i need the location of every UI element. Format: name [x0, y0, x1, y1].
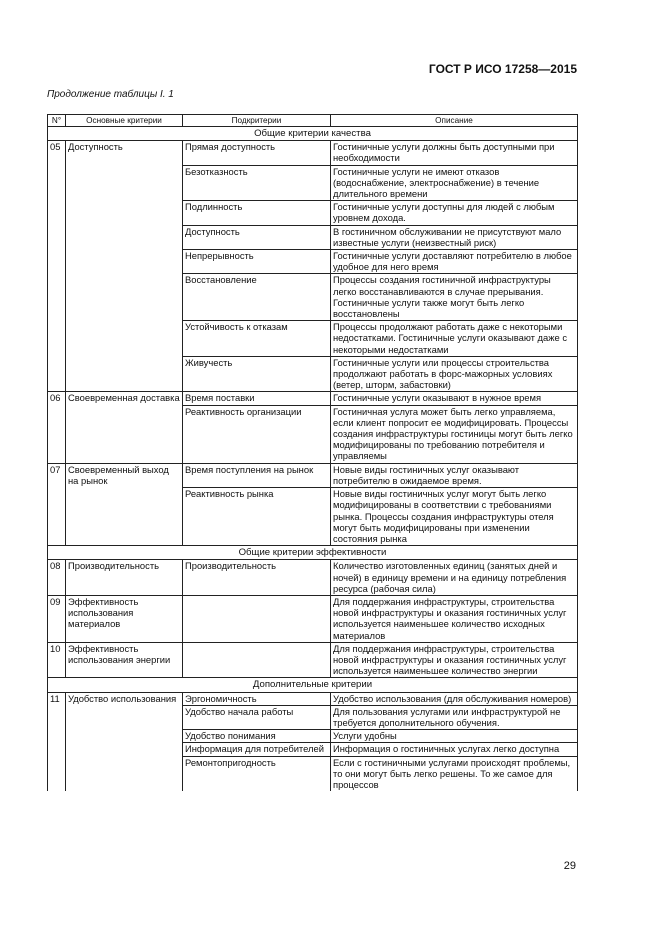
table-continuation-caption: Продолжение таблицы I. 1	[47, 89, 174, 100]
criterion-number: 08	[48, 560, 66, 596]
sub-criterion: Непрерывность	[183, 250, 331, 274]
section-row	[48, 127, 578, 141]
sub-criterion: Информация для потребителей	[183, 743, 331, 756]
criterion-description: Удобство использования (для обслуживания номеров)	[331, 692, 578, 705]
criterion-description: Для пользования услугами или инфраструктурой не требуется дополнительного обучения.	[331, 705, 578, 729]
sub-criterion: Время поступления на рынок	[183, 463, 331, 487]
main-criterion: Производительность	[66, 560, 183, 596]
criterion-description: Гостиничная услуга может быть легко управляема, если клиент попросит ее модифицировать. Процессы создания инфраструктуры гостиницы могут быть легко модифицированы по требованию потребителя и управляемы	[331, 405, 578, 463]
sub-criterion: Реактивность организации	[183, 405, 331, 463]
sub-criterion: Ремонтопригодность	[183, 756, 331, 791]
table-row	[48, 560, 578, 596]
table-row	[48, 392, 578, 405]
criterion-description: Для поддержания инфраструктуры, строительства новой инфраструктуры и оказания гостиничных услуг используется наименьшее количество исходных материалов	[331, 595, 578, 642]
criteria-table	[47, 114, 578, 791]
table-row	[48, 141, 578, 165]
criterion-description: Новые виды гостиничных услуг могут быть легко модифицированы в соответствии с требованиями рынка. Процессы создания инфраструктуры отеля могут быть модифицированы при изменении состояния рынка	[331, 488, 578, 546]
sub-criterion: Живучесть	[183, 356, 331, 392]
table-row	[48, 642, 578, 678]
standard-title: ГОСТ Р ИСО 17258—2015	[428, 62, 577, 76]
table-row	[48, 595, 578, 642]
criterion-number: 05	[48, 141, 66, 392]
main-criterion: Удобство использования	[66, 692, 183, 791]
criterion-number: 09	[48, 595, 66, 642]
criterion-description: В гостиничном обслуживании не присутствуют мало известные услуги (неизвестный риск)	[331, 225, 578, 249]
main-criterion: Своевременная доставка	[66, 392, 183, 463]
main-criterion: Доступность	[66, 141, 183, 392]
sub-criterion: Подлинность	[183, 201, 331, 225]
criterion-number: 07	[48, 463, 66, 545]
section-title: Общие критерии эффективности	[48, 546, 578, 560]
sub-criterion: Эргономичность	[183, 692, 331, 705]
criterion-description: Гостиничные услуги не имеют отказов (водоснабжение, электроснабжение) в течение длительного времени	[331, 165, 578, 201]
criterion-description: Гостиничные услуги доставляют потребителю в любое удобное для него время	[331, 250, 578, 274]
criterion-description: Процессы создания гостиничной инфраструктуры легко восстанавливаются в случае прерывания. Гостиничные услуги также могут быть легко восстановлены	[331, 274, 578, 321]
sub-criterion: Восстановление	[183, 274, 331, 321]
criterion-description: Если с гостиничными услугами происходят проблемы, то они могут быть легко решены. То же самое для процессов	[331, 756, 578, 791]
sub-criterion: Безотказность	[183, 165, 331, 201]
criterion-description: Информация о гостиничных услугах легко доступна	[331, 743, 578, 756]
main-criterion: Эффективность использования энергии	[66, 642, 183, 678]
sub-criterion: Время поставки	[183, 392, 331, 405]
table-header-row	[48, 115, 578, 127]
sub-criterion: Доступность	[183, 225, 331, 249]
criterion-description: Количество изготовленных единиц (занятых дней и ночей) в единицу времени и на единицу потребления ресурса (рабочая сила)	[331, 560, 578, 596]
sub-criterion	[183, 642, 331, 678]
criterion-description: Для поддержания инфраструктуры, строительства новой инфраструктуры и оказания гостиничных услуг используется наименьшее количество энергии	[331, 642, 578, 678]
criterion-number: 06	[48, 392, 66, 463]
table-body	[48, 127, 578, 792]
section-row	[48, 678, 578, 692]
sub-criterion: Прямая доступность	[183, 141, 331, 165]
table-row	[48, 463, 578, 487]
sub-criterion: Производительность	[183, 560, 331, 596]
sub-criterion: Устойчивость к отказам	[183, 321, 331, 357]
column-header-description: Описание	[331, 115, 578, 127]
criterion-number: 10	[48, 642, 66, 678]
criterion-description: Гостиничные услуги оказывают в нужное время	[331, 392, 578, 405]
sub-criterion: Реактивность рынка	[183, 488, 331, 546]
section-title: Дополнительные критерии	[48, 678, 578, 692]
main-criterion: Эффективность использования материалов	[66, 595, 183, 642]
criterion-description: Услуги удобны	[331, 730, 578, 743]
sub-criterion: Удобство понимания	[183, 730, 331, 743]
criterion-description: Новые виды гостиничных услуг оказывают потребителю в ожидаемое время.	[331, 463, 578, 487]
column-header-main: Основные критерии	[66, 115, 183, 127]
page-number: 29	[563, 860, 576, 872]
column-header-number: N°	[48, 115, 66, 127]
sub-criterion: Удобство начала работы	[183, 705, 331, 729]
section-title: Общие критерии качества	[48, 127, 578, 141]
sub-criterion	[183, 595, 331, 642]
table-row	[48, 692, 578, 705]
criterion-number: 11	[48, 692, 66, 791]
column-header-sub: Подкритерии	[183, 115, 331, 127]
section-row	[48, 546, 578, 560]
criterion-description: Процессы продолжают работать даже с некоторыми недостатками. Гостиничные услуги оказывают даже с некоторыми недостатками	[331, 321, 578, 357]
main-criterion: Своевременный выход на рынок	[66, 463, 183, 545]
criterion-description: Гостиничные услуги должны быть доступными при необходимости	[331, 141, 578, 165]
criterion-description: Гостиничные услуги или процессы строительства продолжают работать в форс-мажорных условиях (ветер, шторм, забастовки)	[331, 356, 578, 392]
criterion-description: Гостиничные услуги доступны для людей с любым уровнем дохода.	[331, 201, 578, 225]
